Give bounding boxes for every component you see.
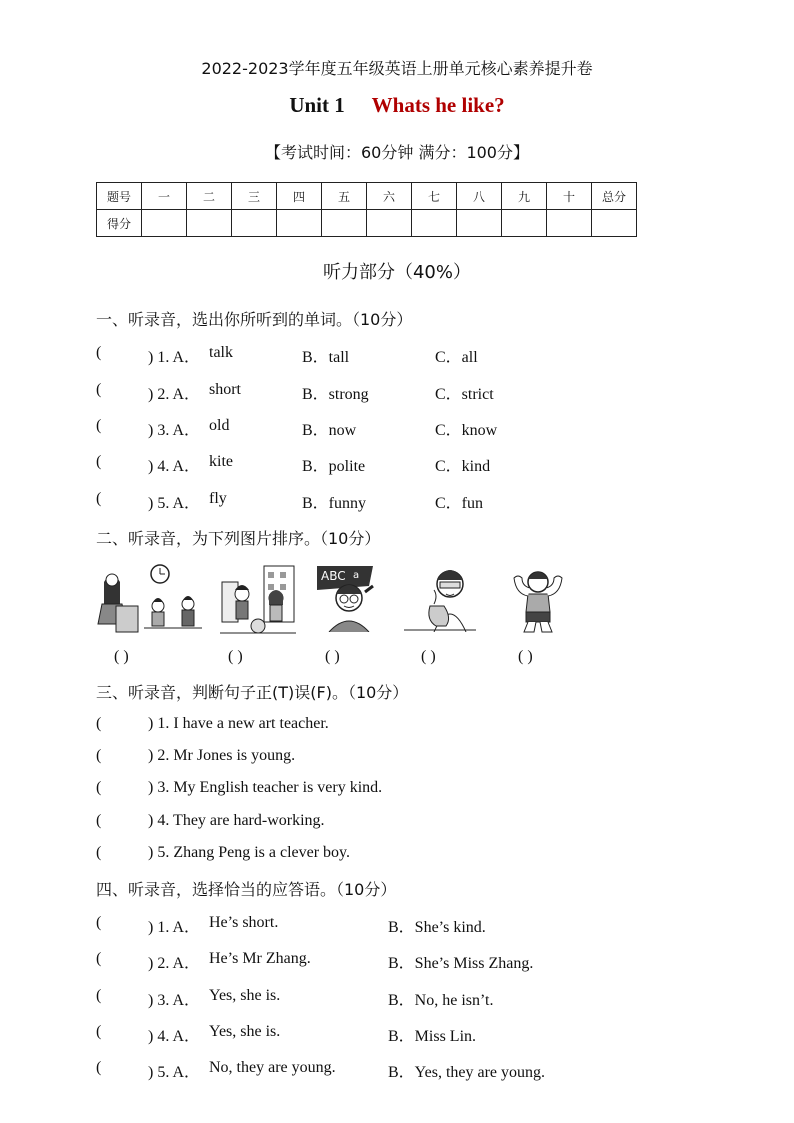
score-cell: 题号 (97, 183, 142, 210)
svg-text:ABC: ABC (321, 569, 346, 583)
score-input-cell[interactable] (502, 210, 547, 237)
option-b: B．She’s kind. (388, 919, 486, 936)
answer-blank[interactable]: ( (96, 715, 102, 732)
unit-label: Unit 1 (289, 93, 345, 117)
statement: ) 4. They are hard-working. (148, 812, 325, 829)
score-cell: 六 (367, 183, 412, 210)
score-table-score-row (97, 210, 637, 237)
statement: ) 3. My English teacher is very kind. (148, 779, 383, 796)
score-input-cell[interactable] (187, 210, 232, 237)
item-number: ) 1. A． (148, 919, 201, 936)
score-input-cell[interactable] (277, 210, 322, 237)
exam-info: 【考试时间：60分钟 满分：100分】 (265, 143, 529, 162)
statement: ) 2. Mr Jones is young. (148, 747, 296, 764)
option-b: B．now (302, 422, 357, 439)
score-cell: 五 (322, 183, 367, 210)
score-input-cell[interactable] (457, 210, 502, 237)
item-number: ) 3. A． (148, 422, 201, 439)
answer-blank[interactable]: ( (96, 453, 102, 470)
answer-blank[interactable]: ( (96, 812, 102, 829)
picture-strong-boy (506, 562, 570, 634)
item-number: ) 2. A． (148, 955, 201, 972)
exam-header: 2022-2023学年度五年级英语上册单元核心素养提升卷 (201, 59, 593, 78)
question-2-title: 二、听录音，为下列图片排序。（10分） (96, 529, 381, 548)
answer-blank[interactable]: ( (96, 344, 102, 361)
option-c: C．strict (435, 386, 494, 403)
score-cell: 八 (457, 183, 502, 210)
answer-blank[interactable]: ( (96, 987, 102, 1004)
option-b: B．funny (302, 495, 367, 512)
answer-blank[interactable]: ( (96, 844, 102, 861)
listening-section-heading: 听力部分（40%） (322, 262, 471, 283)
option-a: Yes, she is. (209, 987, 281, 1004)
item-number: ) 3. A． (148, 992, 201, 1009)
unit-topic: Whats he like? (371, 93, 505, 117)
score-table-header-row (97, 183, 637, 210)
item-number: ) 5. A． (148, 495, 201, 512)
score-cell: 四 (277, 183, 322, 210)
svg-text:a: a (353, 570, 360, 581)
score-cell: 二 (187, 183, 232, 210)
picture-order-blank[interactable]: ( ) (421, 648, 436, 665)
score-cell: 一 (142, 183, 187, 210)
option-a: talk (209, 344, 233, 361)
item-number: ) 4. A． (148, 458, 201, 475)
score-cell: 七 (412, 183, 457, 210)
answer-blank[interactable]: ( (96, 914, 102, 931)
option-b: B．strong (302, 386, 369, 403)
option-c: C．all (435, 349, 478, 366)
score-table (96, 182, 637, 237)
answer-blank[interactable]: ( (96, 779, 102, 796)
answer-blank[interactable]: ( (96, 381, 102, 398)
picture-students-in-city (220, 562, 296, 634)
picture-order-blank[interactable]: ( ) (228, 648, 243, 665)
picture-teacher-and-students (96, 562, 202, 634)
picture-boy-scientist (404, 562, 476, 632)
picture-boy-with-abc (313, 562, 383, 632)
option-c: C．fun (435, 495, 484, 512)
statement: ) 5. Zhang Peng is a clever boy. (148, 844, 351, 861)
answer-blank[interactable]: ( (96, 950, 102, 967)
option-c: C．know (435, 422, 498, 439)
option-b: B．No, he isn’t. (388, 992, 494, 1009)
picture-order-blank[interactable]: ( ) (325, 648, 340, 665)
question-4-title: 四、听录音，选择恰当的应答语。（10分） (96, 880, 397, 899)
score-input-cell[interactable] (547, 210, 592, 237)
option-a: Yes, she is. (209, 1023, 281, 1040)
score-input-cell[interactable] (367, 210, 412, 237)
unit-title (0, 93, 794, 118)
picture-order-blank[interactable]: ( ) (518, 648, 533, 665)
answer-blank[interactable]: ( (96, 1059, 102, 1076)
option-a: He’s short. (209, 914, 279, 931)
option-b: B．Miss Lin. (388, 1028, 477, 1045)
option-b: B．polite (302, 458, 366, 475)
option-a: short (209, 381, 241, 398)
answer-blank[interactable]: ( (96, 490, 102, 507)
answer-blank[interactable]: ( (96, 417, 102, 434)
score-cell: 十 (547, 183, 592, 210)
statement: ) 1. I have a new art teacher. (148, 715, 329, 732)
score-input-cell[interactable] (142, 210, 187, 237)
option-a: fly (209, 490, 227, 507)
score-input-cell[interactable] (412, 210, 457, 237)
score-input-cell[interactable] (232, 210, 277, 237)
score-cell: 三 (232, 183, 277, 210)
answer-blank[interactable]: ( (96, 747, 102, 764)
option-b: B．tall (302, 349, 350, 366)
question-3-title: 三、听录音，判断句子正(T)误(F)。（10分） (96, 683, 409, 702)
score-input-cell[interactable] (592, 210, 637, 237)
score-cell: 总分 (592, 183, 637, 210)
score-input-cell[interactable] (322, 210, 367, 237)
option-a: kite (209, 453, 233, 470)
option-a: No, they are young. (209, 1059, 336, 1076)
answer-blank[interactable]: ( (96, 1023, 102, 1040)
option-a: He’s Mr Zhang. (209, 950, 311, 967)
question-1-title: 一、听录音，选出你所听到的单词。（10分） (96, 310, 413, 329)
score-cell: 九 (502, 183, 547, 210)
option-a: old (209, 417, 230, 434)
item-number: ) 5. A． (148, 1064, 201, 1081)
item-number: ) 1. A． (148, 349, 201, 366)
picture-order-blank[interactable]: ( ) (114, 648, 129, 665)
item-number: ) 4. A． (148, 1028, 201, 1045)
item-number: ) 2. A． (148, 386, 201, 403)
option-b: B．She’s Miss Zhang. (388, 955, 534, 972)
option-c: C．kind (435, 458, 491, 475)
score-row-label: 得分 (97, 210, 142, 237)
option-b: B．Yes, they are young. (388, 1064, 546, 1081)
